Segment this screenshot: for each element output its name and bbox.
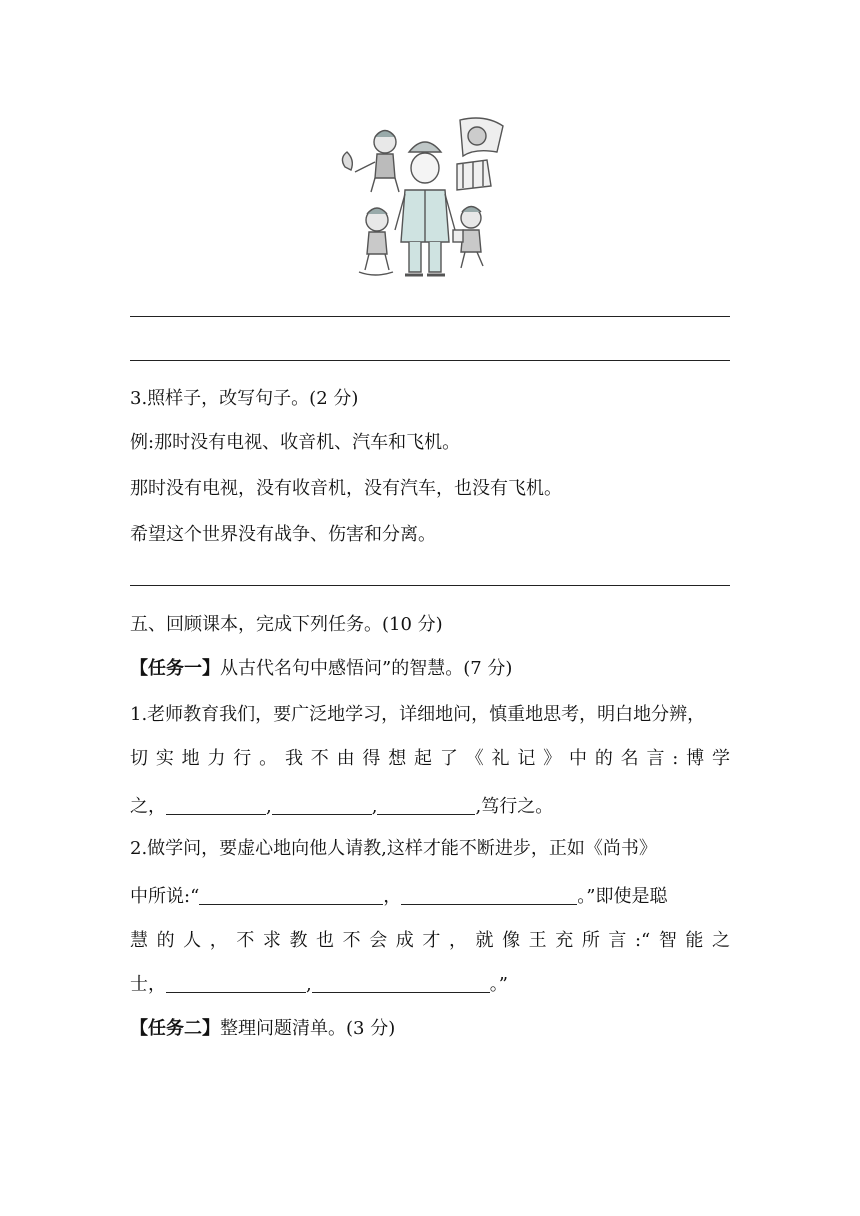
q1-sep-1: , (266, 796, 272, 817)
q1-blank-3[interactable] (377, 796, 475, 815)
q1-line3 (130, 794, 730, 820)
top-right-kid-figure (457, 118, 503, 190)
q2-line4-start: 士， (130, 974, 166, 995)
answer-line-1[interactable] (130, 316, 730, 317)
answer-line-3[interactable] (130, 585, 730, 586)
q1-sep-2: , (371, 796, 378, 817)
q2-sep-1: ， (383, 886, 402, 907)
q2-line4-end: 。” (489, 974, 508, 995)
q2-blank-3[interactable] (166, 974, 306, 993)
q1-blank-2[interactable] (272, 796, 372, 815)
central-boy-figure (395, 142, 455, 275)
q3-example: 例:那时没有电视、收音机、汽车和飞机。 (130, 432, 461, 453)
task1-label: 【任务一】 (130, 658, 220, 679)
q1-line3-end: ,笃行之。 (475, 796, 554, 817)
q2-line2 (130, 884, 730, 910)
q2-blank-4[interactable] (312, 974, 490, 993)
top-left-kid-figure (342, 131, 399, 193)
task2-label: 【任务二】 (130, 1018, 220, 1039)
q2-blank-2[interactable] (401, 886, 577, 905)
q2-line2-start: 中所说:“ (130, 886, 200, 907)
q1-blank-1[interactable] (166, 796, 266, 815)
q2-blank-1[interactable] (199, 886, 383, 905)
q3-example-rewrite: 那时没有电视，没有收音机，没有汽车，也没有飞机。 (130, 478, 562, 499)
q2-line4 (130, 972, 730, 998)
bottom-left-kid-figure (359, 208, 393, 275)
q2-sep-2: , (306, 974, 312, 995)
answer-line-2[interactable] (130, 360, 730, 361)
task1-text: 从古代名句中感悟问”的智慧。(7 分) (220, 658, 513, 679)
task2-text: 整理问题清单。(3 分) (220, 1018, 396, 1039)
q2-line2-end: 。”即使是聪 (577, 886, 668, 907)
q1-line3-start: 之， (130, 796, 166, 817)
q1-line2: 切实地力行。我不由得想起了《礼记》中的名言:博学 (130, 748, 730, 769)
students-illustration (325, 112, 515, 280)
q2-line3: 慧的人，不求教也不会成才，就像王充所言:“智能之 (130, 930, 730, 951)
q1-line1: 1.老师教育我们，要广泛地学习，详细地问，慎重地思考，明白地分辨， (130, 704, 706, 725)
bottom-right-kid-figure (453, 207, 483, 269)
q2-line1: 2.做学问，要虚心地向他人请教,这样才能不断进步，正如《尚书》 (130, 838, 657, 859)
task1-heading (130, 656, 730, 682)
q3-task-sentence: 希望这个世界没有战争、伤害和分离。 (130, 524, 436, 545)
section5-title: 五、回顾课本，完成下列任务。(10 分) (130, 614, 443, 635)
q3-title: 3.照样子，改写句子。(2 分) (130, 388, 359, 409)
task2-heading (130, 1016, 730, 1042)
